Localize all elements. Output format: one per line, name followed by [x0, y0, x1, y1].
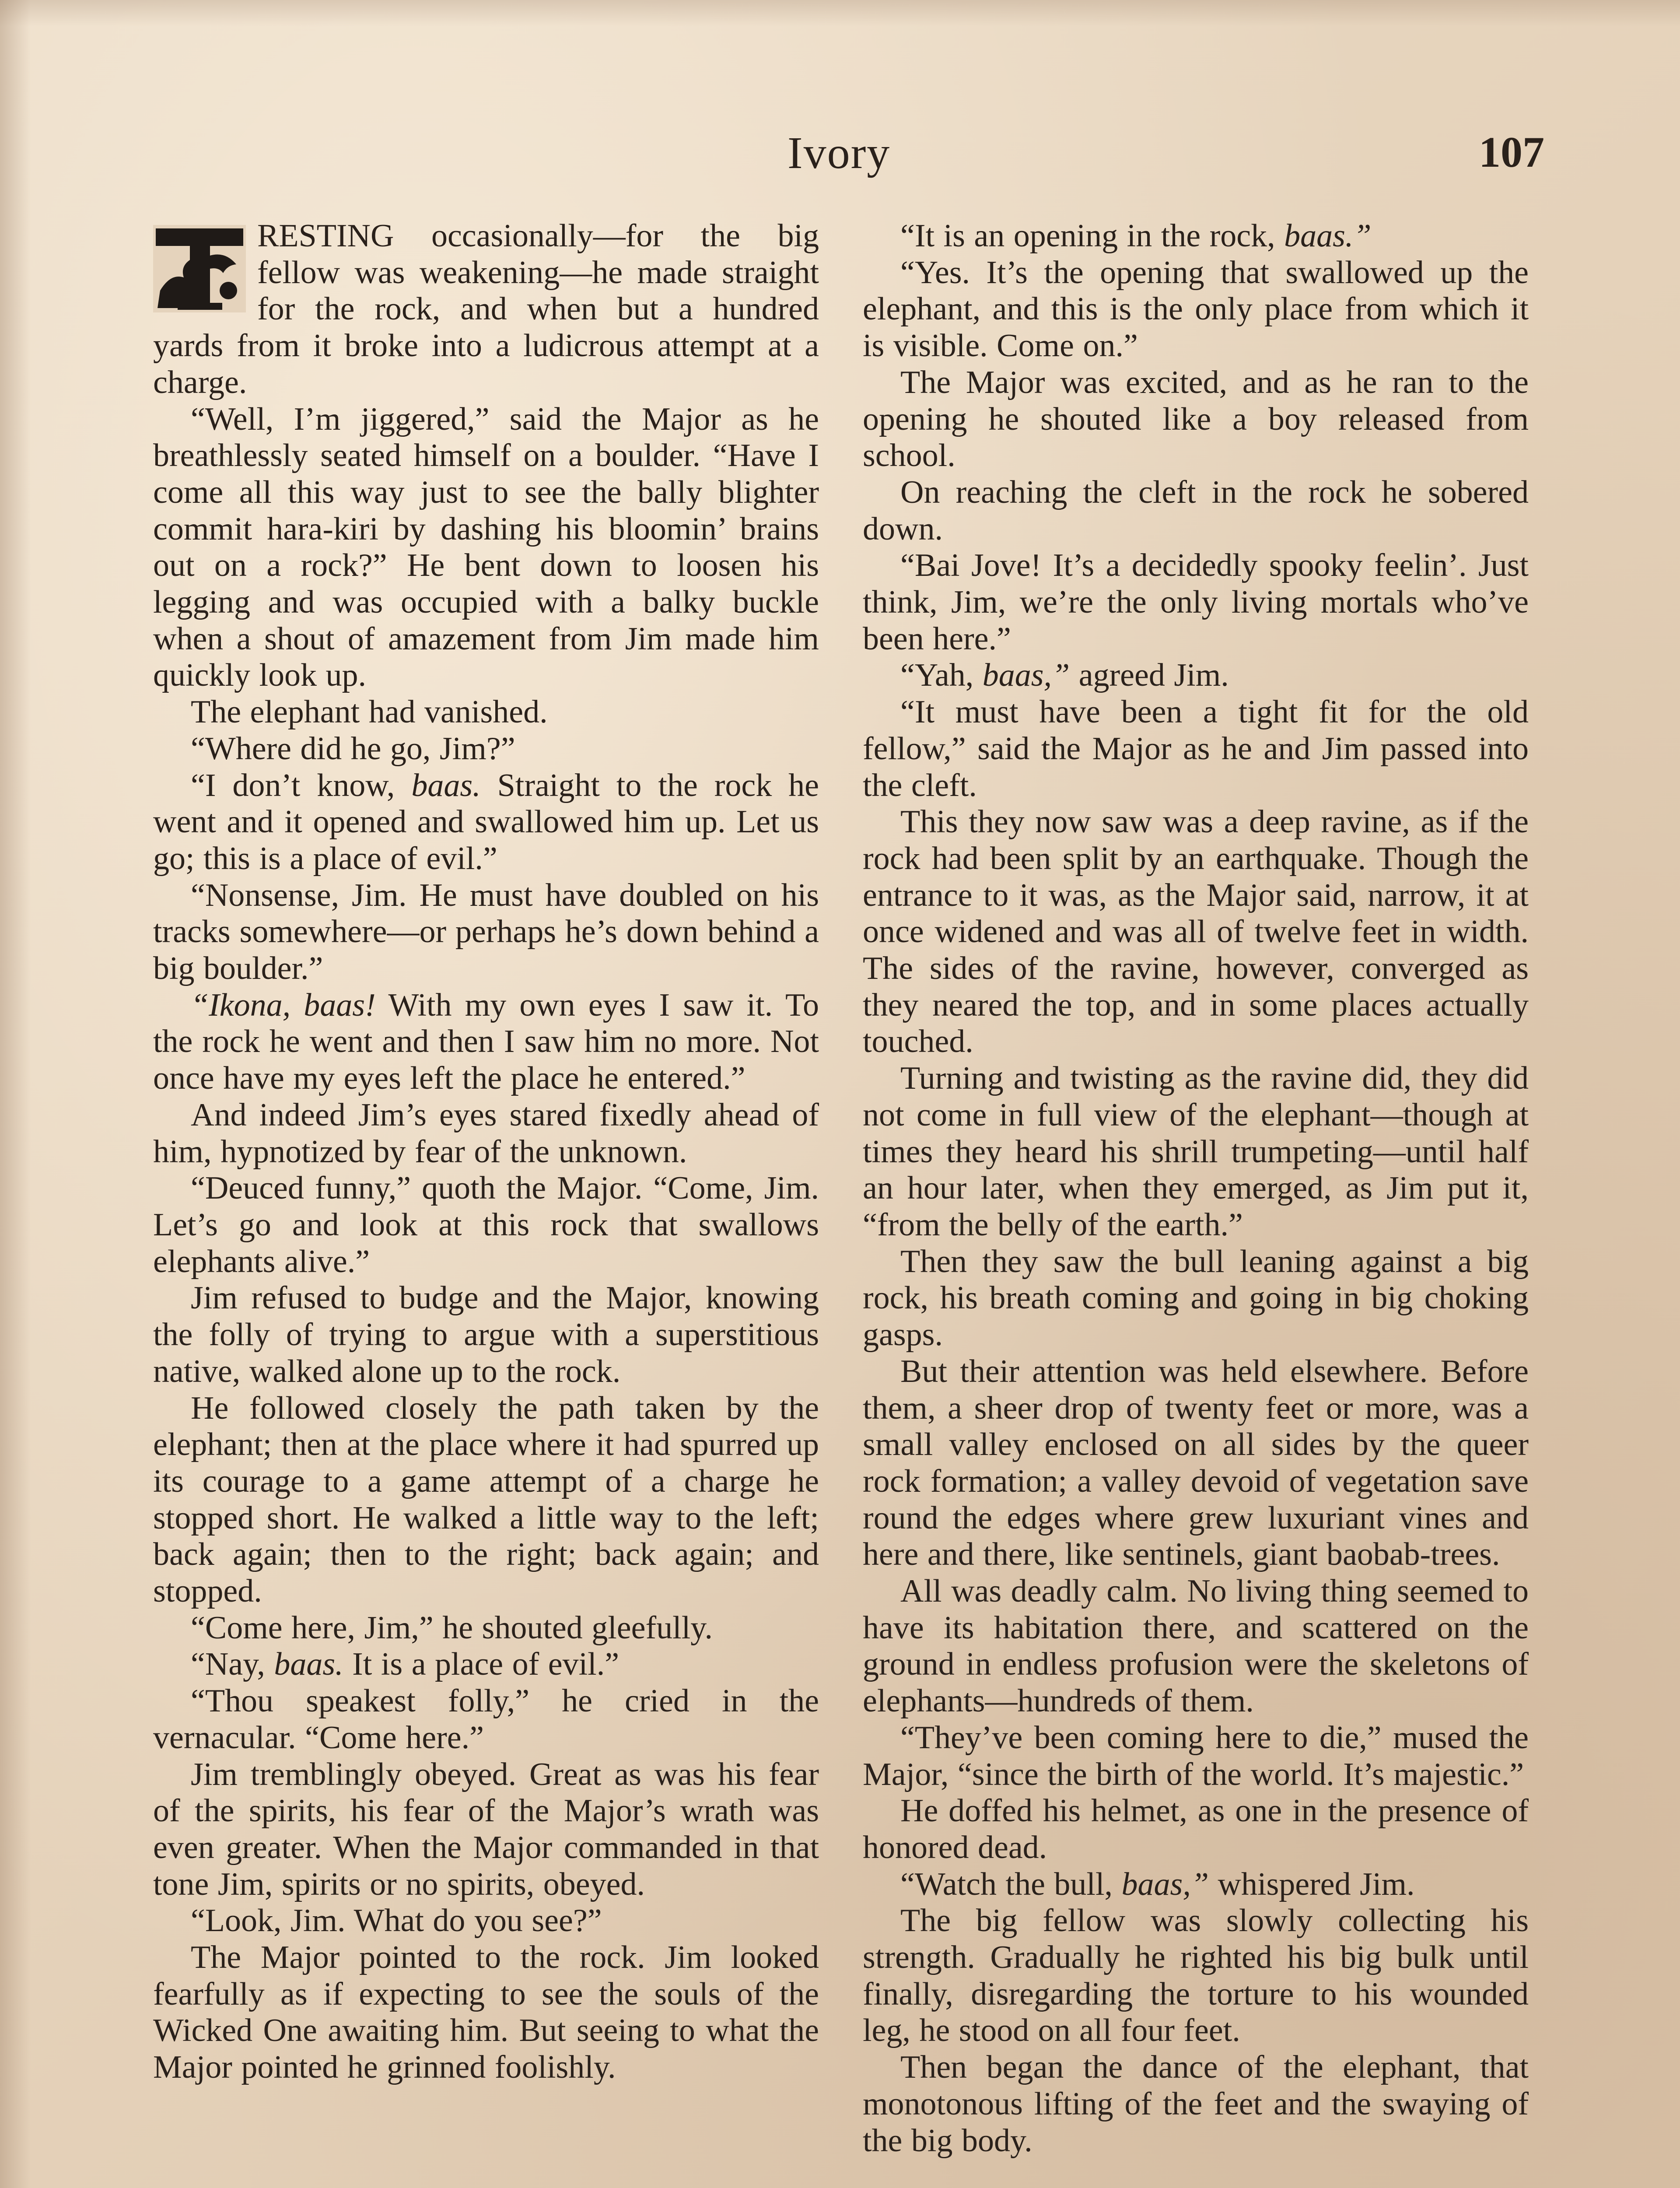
page-number: 107 — [1479, 128, 1544, 176]
paragraph: “Nonsense, Jim. He must have doubled on his tracks somewhere—or perhaps he’s down behind a big boulder.” — [153, 877, 819, 987]
text-span: It is a place of evil.” — [352, 1646, 620, 1683]
paragraph: On reaching the cleft in the rock he sobered down. — [863, 474, 1529, 547]
paragraph: Then began the dance of the elephant, that monotonous lifting of the feet and the swaying of the big body. — [863, 2049, 1529, 2159]
text-span: “Watch the bull, — [900, 1866, 1113, 1902]
paragraph: Jim tremblingly obeyed. Great as was his fear of the spirits, his fear of the Major’s wrath was even greater. When the Major commanded in that tone Jim, spirits or no spirits, obeyed. — [153, 1756, 819, 1902]
page-edge-shadow — [0, 0, 31, 2188]
paragraph: “Deuced funny,” quoth the Major. “Come, Jim. Let’s go and look at this rock that swallows elephants alive.” — [153, 1170, 819, 1280]
paragraph-text: occasionally—for the big fellow was weakening—he made straight for the rock, and when but a hundred yards from it broke into a ludicrous attempt at a charge. — [153, 218, 819, 400]
paragraph: This they now saw was a deep ravine, as if the rock had been split by an earthquake. Though the entrance to it was, as the Major said, narrow, it at once widened and was all of twelve feet in width. The sides of the ravine, however, converged as they neared the top, and in some places actually touched. — [863, 804, 1529, 1060]
paragraph: Then they saw the bull leaning against a big rock, his breath coming and going in big choking gasps. — [863, 1243, 1529, 1353]
left-text-column — [153, 218, 819, 2086]
paragraph: “Yes. It’s the opening that swallowed up the elephant, and this is the only place from which it is visible. Come on.” — [863, 254, 1529, 364]
text-span: “Nay, — [191, 1646, 265, 1683]
paragraph — [153, 218, 819, 401]
italic-word: “Ikona, baas! — [191, 987, 376, 1023]
paragraph — [863, 1866, 1529, 1903]
text-span: “It is an opening in the rock, — [900, 218, 1275, 254]
paragraph — [153, 987, 819, 1097]
paragraph — [153, 768, 819, 877]
paragraph: “It must have been a tight fit for the old fellow,” said the Major as he and Jim passed into the cleft. — [863, 694, 1529, 803]
paragraph: The elephant had vanished. — [191, 694, 548, 730]
paragraph — [863, 657, 1529, 694]
italic-word: baas,” — [982, 657, 1070, 694]
paragraph: He doffed his helmet, as one in the presence of honored dead. — [863, 1793, 1529, 1865]
running-header-title: Ivory — [788, 128, 891, 178]
paragraph: “Come here, Jim,” he shouted gleefully. — [191, 1609, 713, 1646]
text-span: “Yah, — [900, 657, 974, 694]
paragraph — [863, 218, 1529, 255]
italic-word: baas. — [411, 767, 481, 803]
ornamental-drop-cap-icon — [153, 225, 246, 312]
italic-word: baas. — [274, 1646, 343, 1683]
paragraph: “Where did he go, Jim?” — [191, 730, 515, 767]
paragraph: “Well, I’m jiggered,” said the Major as he breathlessly seated himself on a boulder. “Have I come all this way just to see the bally blighter commit hara-kiri by dashing his bloomin’ brains out on a rock?” He bent down to loosen his legging and was occupied with a balky buckle when a shout of amazement from Jim made him quickly look up. — [153, 401, 819, 694]
paragraph: The Major was excited, and as he ran to the opening he shouted like a boy released from school. — [863, 364, 1529, 474]
paragraph: “Thou speakest folly,” he cried in the vernacular. “Come here.” — [153, 1683, 819, 1756]
paragraph: “Bai Jove! It’s a decidedly spooky feelin’. Just think, Jim, we’re the only living mortals who’ve been here.” — [863, 547, 1529, 657]
text-span: agreed Jim. — [1078, 657, 1229, 694]
text-span: Straight to the rock he went and it opened and swallowed him up. Let us go; this is a place of evil.” — [153, 767, 819, 877]
paragraph: He followed closely the path taken by the elephant; then at the place where it had spurred up its courage to a game attempt of a charge he stopped short. He walked a little way to the left; back again; then to the right; back again; and stopped. — [153, 1390, 819, 1609]
right-text-column — [863, 218, 1529, 2159]
text-span: whispered Jim. — [1218, 1866, 1415, 1902]
paragraph: “They’ve been coming here to die,” mused the Major, “since the birth of the world. It’s majestic.” — [863, 1719, 1529, 1792]
paragraph: The big fellow was slowly collecting his strength. Gradually he righted his big bulk until finally, disregarding the torture to his wounded leg, he stood on all four feet. — [863, 1903, 1529, 2049]
paragraph — [153, 1646, 819, 1683]
paragraph: All was deadly calm. No living thing seemed to have its habitation there, and scattered on the ground in endless profusion were the skeletons of elephants—hundreds of them. — [863, 1573, 1529, 1719]
paragraph: Jim refused to budge and the Major, knowing the folly of trying to argue with a superstitious native, walked alone up to the rock. — [153, 1280, 819, 1389]
paragraph: “Look, Jim. What do you see?” — [191, 1903, 602, 1939]
text-span: “I don’t know, — [191, 767, 395, 803]
paragraph: And indeed Jim’s eyes stared fixedly ahead of him, hypnotized by fear of the unknown. — [153, 1097, 819, 1170]
paragraph: But their attention was held elsewhere. Before them, a sheer drop of twenty feet or more, was a small valley enclosed on all sides by the queer rock formation; a valley devoid of vegetation save round the edges where grew luxuriant vines and here and there, like sentinels, giant baobab-trees. — [863, 1353, 1529, 1573]
text-span: With my own eyes I saw it. To the rock he went and then I saw him no more. Not once have my eyes left the place he entered.” — [153, 987, 819, 1097]
paragraph: Turning and twisting as the ravine did, they did not come in full view of the elephant—though at times they heard his shrill trumpeting—until half an hour later, when they emerged, as Jim put it, “from the belly of the earth.” — [863, 1060, 1529, 1243]
paragraph: The Major pointed to the rock. Jim looked fearfully as if expecting to see the souls of the Wicked One awaiting him. But seeing to what the Major pointed he grinned foolishly. — [153, 1939, 819, 2086]
italic-word: baas.” — [1284, 218, 1372, 254]
italic-word: baas,” — [1121, 1866, 1209, 1902]
page-top-shadow — [0, 0, 1680, 26]
drop-cap-word: RESTING — [257, 218, 394, 254]
